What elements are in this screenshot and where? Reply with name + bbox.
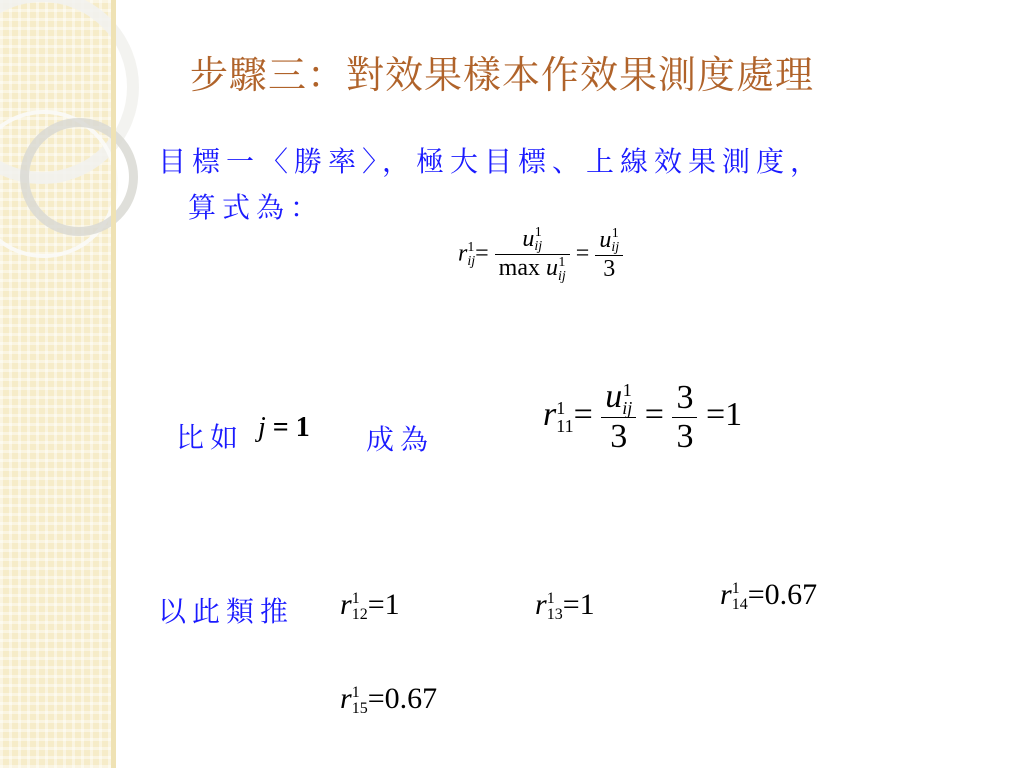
general-formula: r 1 ij = u 1 ij max u 1 ij = u 1 ij 3 (458, 226, 623, 284)
decorative-ring (20, 118, 138, 236)
superscript: 1 (467, 239, 475, 255)
slide-title: 步驟三：對效果樣本作效果測度處理 (190, 53, 815, 97)
result-r14: r 1 14 =0.67 (720, 578, 818, 614)
fraction-u-over-3: u 1 ij 3 (595, 227, 623, 283)
intro-line-2: 算式為： (188, 191, 325, 224)
example-formula: r 1 11 = u 1 ij 3 = $\frac{3}{3}$ =1 (543, 378, 743, 456)
analogy-label: 以此類推 (158, 595, 295, 628)
subscript: ij (467, 253, 476, 269)
result-r15: r 1 15 =0.67 (340, 682, 438, 718)
result-r12: r 1 12 =1 (340, 588, 400, 624)
equals-sign: = (475, 240, 489, 267)
sidebar-edge (111, 0, 116, 768)
fraction-u-over-max: u 1 ij max u 1 ij (495, 226, 570, 284)
example-suffix: 成為 (366, 423, 435, 456)
intro-line-1: 目標一〈勝率〉，極大目標、上線效果測度， (158, 145, 825, 178)
r-symbol: r (458, 240, 468, 267)
decorative-sidebar (0, 0, 113, 768)
result-r13: r 1 13 =1 (535, 588, 595, 624)
example-prefix: 比如 (176, 421, 245, 454)
j-equals-one: j = 1 (258, 412, 310, 443)
